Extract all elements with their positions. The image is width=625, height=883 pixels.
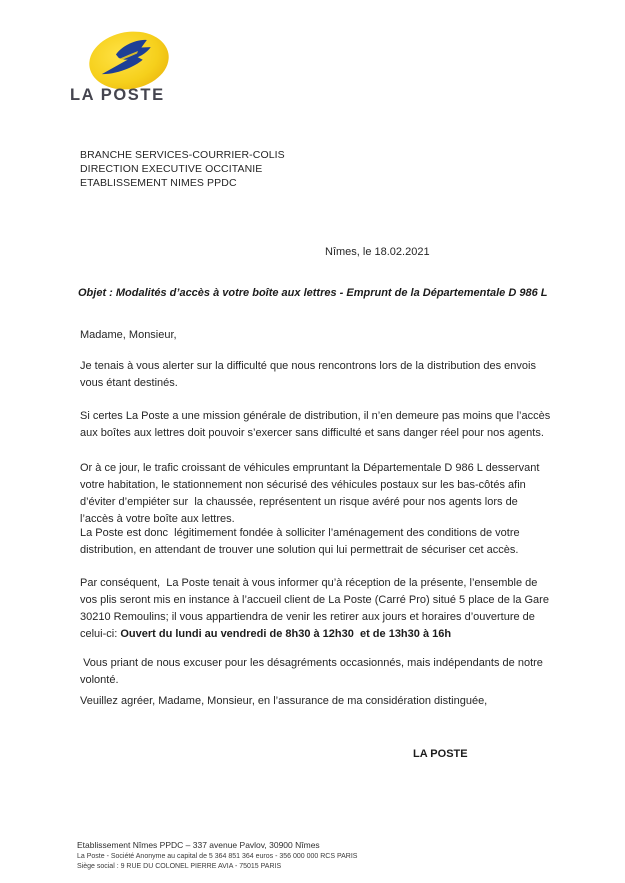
laposte-wordmark: LA POSTE — [70, 86, 165, 104]
paragraph-instance-text: Par conséquent, La Poste tenait à vous informer qu’à réception de la présente, l’ensemble de vos plis seront mis en instance à l’accueil client de La Poste (Carré Pro) situé 5 place de la Gare 30210 Remoulins; il vous appartiendra de venir les retirer aux jours et horaires d’ouverture de celui-ci: — [80, 577, 553, 640]
paragraph-trafic: Or à ce jour, le trafic croissant de véhicules empruntant la Départementale D 986 L desservant votre habitation, le stationnement non sécurisé des véhicules postaux sur les bas-côtés afin d’éviter d’empiéter sur la chaussée, représentent un risque avéré pour nos agents lors de l’accès à votre boîte aux lettres. — [80, 462, 543, 525]
sender-line-direction: DIRECTION EXECUTIVE OCCITANIE — [80, 163, 263, 175]
footer-societe: La Poste - Société Anonyme au capital de 5 364 851 364 euros - 356 000 000 RCS PARIS — [77, 852, 358, 860]
laposte-bird-icon — [96, 35, 162, 85]
salutation: Madame, Monsieur, — [80, 329, 177, 341]
paragraph-instance-hours: Ouvert du lundi au vendredi de 8h30 à 12h30 et de 13h30 à 16h — [120, 628, 452, 640]
footer-block — [77, 840, 357, 872]
sender-block — [80, 148, 285, 190]
date-line: Nîmes, le 18.02.2021 — [325, 246, 430, 258]
paragraph-alert: Je tenais à vous alerter sur la difficulté que nous rencontrons lors de la distribution des envois vous étant destinés. — [80, 360, 540, 389]
sender-line-branche: BRANCHE SERVICES-COURRIER-COLIS — [80, 149, 285, 161]
subject-line: Objet : Modalités d’accès à votre boîte aux lettres - Emprunt de la Départementale D 986 L — [78, 287, 548, 299]
footer-etablissement: Etablissement Nîmes PPDC – 337 avenue Pavlov, 30900 Nîmes — [77, 840, 320, 850]
signature: LA POSTE — [413, 748, 468, 760]
paragraph-instance — [80, 575, 553, 643]
paragraph-politesse: Veuillez agréer, Madame, Monsieur, en l’assurance de ma considération distinguée, — [80, 695, 488, 707]
paragraph-mission: Si certes La Poste a une mission générale de distribution, il n’en demeure pas moins que l’accès aux boîtes aux lettres doit pouvoir s’exercer sans difficulté et sans danger réel pour nos agents. — [80, 410, 554, 439]
paragraph-excuses: Vous priant de nous excuser pour les désagréments occasionnés, mais indépendants de notre volonté. — [80, 657, 546, 686]
sender-line-etablissement: ETABLISSEMENT NIMES PPDC — [80, 177, 237, 189]
paragraph-amenagement: La Poste est donc légitimement fondée à solliciter l’aménagement des conditions de votre distribution, en attendant de trouver une solution qui lui permettrait de sécuriser cet accès. — [80, 527, 523, 556]
laposte-logo — [70, 30, 175, 108]
footer-siege: Siège social : 9 RUE DU COLONEL PIERRE AVIA - 75015 PARIS — [77, 862, 282, 870]
